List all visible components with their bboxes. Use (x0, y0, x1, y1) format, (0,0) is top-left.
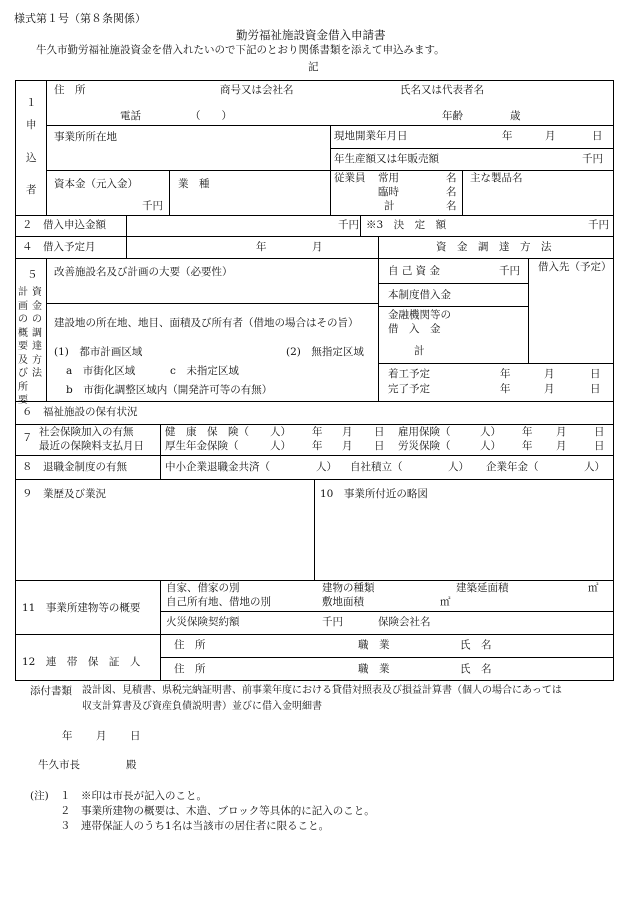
attachments-line-2: 収支計算書及び資産負債説明書）並びに借入金明細書 (82, 701, 322, 712)
unspecified-area: c 未指定区域 (170, 365, 239, 377)
pension-month: 月 (342, 440, 353, 452)
finish-planned-label: 完了予定 (388, 383, 430, 395)
health-insurance: 健 康 保 険（ (165, 426, 249, 438)
side-label-2: 込 (26, 152, 37, 164)
urbanization-area: a 市街化区域 (66, 365, 136, 377)
labor-year: 年 (522, 440, 533, 452)
honorific: 殿 (126, 759, 137, 771)
date-year: 年 (62, 730, 73, 742)
guarantor-2-name: 氏 名 (460, 663, 492, 675)
construction-site-label: 建設地の所在地、地目、面積及び所有者（借地の場合はその旨） (54, 317, 359, 329)
employees-total: 計 (384, 200, 395, 212)
employees-regular: 常用 (378, 172, 399, 184)
pension-year: 年 (312, 440, 323, 452)
labor-insurance: 労災保険（ (398, 440, 451, 452)
phone-label: 電話 (120, 110, 141, 122)
decision-amount-label: ※3 決 定 額 (366, 219, 447, 231)
start-planned-label: 着工予定 (388, 368, 430, 380)
pension-day: 日 (374, 440, 385, 452)
loan-amount-label: ２ 借入申込金額 (22, 219, 106, 231)
insurance-label-2: 最近の保険料支払月日 (39, 440, 144, 452)
fire-insurance-label: 火災保険契約額 (166, 616, 240, 628)
founded-day: 日 (592, 130, 603, 142)
notes-label: (注) (30, 790, 49, 802)
insurer-label: 保険会社名 (378, 616, 431, 628)
own-funds-unit: 千円 (499, 265, 520, 277)
health-year: 年 (312, 426, 323, 438)
fire-insurance-unit: 千円 (322, 616, 343, 628)
loan-amount-unit: 千円 (338, 219, 359, 231)
note-1: １ ※印は市長が記入のこと。 (60, 790, 207, 802)
building-overview-label: 11 事業所建物等の概要 (22, 602, 141, 614)
guarantor-label: 12 連 帯 保 証 人 (22, 656, 141, 668)
employ-month: 月 (556, 426, 567, 438)
urban-plan-area: (1) 都市計画区域 (54, 346, 143, 358)
health-month: 月 (342, 426, 353, 438)
lender-label: 借入先（予定） (538, 261, 612, 273)
bank-loan-label-2: 借 入 金 (388, 323, 441, 335)
start-day: 日 (590, 368, 601, 380)
side-label-3: 者 (26, 184, 37, 196)
site-map-label: 10 事業所付近の略図 (320, 488, 428, 500)
planned-month: 月 (312, 241, 323, 253)
founded-year: 年 (502, 130, 513, 142)
guarantor-1-job: 職 業 (358, 639, 390, 651)
side-label-1: 申 (26, 119, 37, 131)
section-1-number: １ (26, 97, 37, 109)
date-month: 月 (96, 730, 107, 742)
annual-sales-unit: 千円 (582, 153, 603, 165)
funding-total-label: 計 (414, 345, 425, 357)
business-history-label: ９ 業歴及び業況 (22, 488, 106, 500)
funding-method-heading: 資 金 調 達 方 法 (436, 241, 552, 253)
start-month: 月 (544, 368, 555, 380)
self-reserve-persons: 人） (448, 461, 469, 473)
system-loan-label: 本制度借入金 (388, 289, 451, 301)
health-day: 日 (374, 426, 385, 438)
employ-day: 日 (594, 426, 605, 438)
attachments-line-1: 設計図、見積書、県税完納証明書、前事業年度における貸借対照表及び損益計算書（個人の場合にあっては (82, 685, 562, 696)
decision-amount-unit: 千円 (588, 219, 609, 231)
site-area-unit: ㎡ (440, 596, 451, 608)
phone-paren: （ ） (190, 110, 232, 122)
section-5-number: ５ (27, 269, 38, 281)
guarantor-1-address: 住 所 (174, 639, 206, 651)
start-year: 年 (500, 368, 511, 380)
side-label-funding: 資金の調達方法 (32, 287, 42, 379)
company-label: 商号又は会社名 (220, 84, 294, 96)
planned-month-label: ４ 借入予定月 (22, 241, 96, 253)
owned-rented-house: 自家、借家の別 (166, 582, 240, 594)
retirement-plan-label: ８ 退職金制度の有無 (22, 461, 127, 473)
guarantor-1-name: 氏 名 (460, 639, 492, 651)
form-number: 様式第１号（第８条関係） (14, 12, 146, 25)
improvement-facility-label: 改善施設名及び計画の大要（必要性） (54, 266, 233, 278)
employees-temp: 臨時 (378, 186, 399, 198)
side-label-plan: 計画の概要及び所要 (18, 287, 28, 406)
representative-label: 氏名又は代表者名 (400, 84, 484, 96)
note-3: ３ 連帯保証人のうち1名は当該市の居住者に限ること。 (60, 820, 330, 832)
employees-label: 従業員 (334, 172, 366, 184)
owned-leased-land: 自己所有地、借地の別 (166, 596, 271, 608)
labor-day: 日 (594, 440, 605, 452)
welfare-facilities-label: ６ 福祉施設の保有状況 (22, 406, 138, 418)
mayor-label: 牛久市長 (38, 759, 80, 771)
health-insurance-persons: 人） (270, 426, 291, 438)
founded-date-label: 現地開業年月日 (334, 130, 408, 142)
corporate-pension: 企業年金（ (486, 461, 539, 473)
employees-unit-1: 名 (446, 172, 457, 184)
age-unit: 歳 (510, 110, 521, 122)
self-reserve: 自社積立（ (350, 461, 403, 473)
building-type: 建物の種類 (322, 582, 375, 594)
employees-unit-2: 名 (446, 186, 457, 198)
undesignated-area: (2) 無指定区域 (286, 346, 364, 358)
capital-label: 資本金（元入金） (54, 178, 138, 190)
site-area: 敷地面積 (322, 596, 364, 608)
products-label: 主な製品名 (470, 172, 523, 184)
form-title: 勤労福祉施設資金借入申請書 (236, 28, 386, 42)
office-location-label: 事業所所在地 (54, 131, 117, 143)
guarantor-2-address: 住 所 (174, 663, 206, 675)
ki-label: 記 (308, 61, 319, 73)
pension-insurance: 厚生年金保険（ (165, 440, 239, 452)
smb-persons: 人） (316, 461, 337, 473)
floor-area-unit: ㎡ (588, 582, 599, 594)
employment-persons: 人） (480, 426, 501, 438)
labor-persons: 人） (480, 440, 501, 452)
date-day: 日 (130, 730, 141, 742)
founded-month: 月 (545, 130, 556, 142)
intro-text: 牛久市勤労福祉施設資金を借入れたいので下記のとおり関係書類を添えて申込みます。 (36, 44, 445, 56)
planned-year: 年 (256, 241, 267, 253)
address-label: 住 所 (54, 84, 86, 96)
employment-insurance: 雇用保険（ (398, 426, 451, 438)
pension-persons: 人） (270, 440, 291, 452)
employees-unit-3: 名 (446, 200, 457, 212)
capital-unit: 千円 (142, 200, 163, 212)
own-funds-label: 自 己 資 金 (388, 265, 441, 277)
finish-month: 月 (544, 383, 555, 395)
guarantor-2-job: 職 業 (358, 663, 390, 675)
note-2: ２ 事業所建物の概要は、木造、ブロック等具体的に記入のこと。 (60, 805, 375, 817)
smb-retirement: 中小企業退職金共済（ (165, 461, 270, 473)
pension-plan-persons: 人） (584, 461, 605, 473)
industry-label: 業 種 (178, 178, 210, 190)
annual-sales-label: 年生産額又は年販売額 (334, 153, 439, 165)
floor-area: 建築延面積 (456, 582, 509, 594)
insurance-label-1: 社会保険加入の有無 (39, 426, 134, 438)
labor-month: 月 (556, 440, 567, 452)
age-label: 年齢 (442, 110, 463, 122)
finish-year: 年 (500, 383, 511, 395)
section-7-number: ７ (22, 432, 33, 444)
finish-day: 日 (590, 383, 601, 395)
attachments-label: 添付書類 (30, 685, 72, 697)
bank-loan-label-1: 金融機関等の (388, 309, 451, 321)
employ-year: 年 (522, 426, 533, 438)
urbanization-control-area: b 市街化調整区域内（開発許可等の有無） (66, 384, 273, 396)
